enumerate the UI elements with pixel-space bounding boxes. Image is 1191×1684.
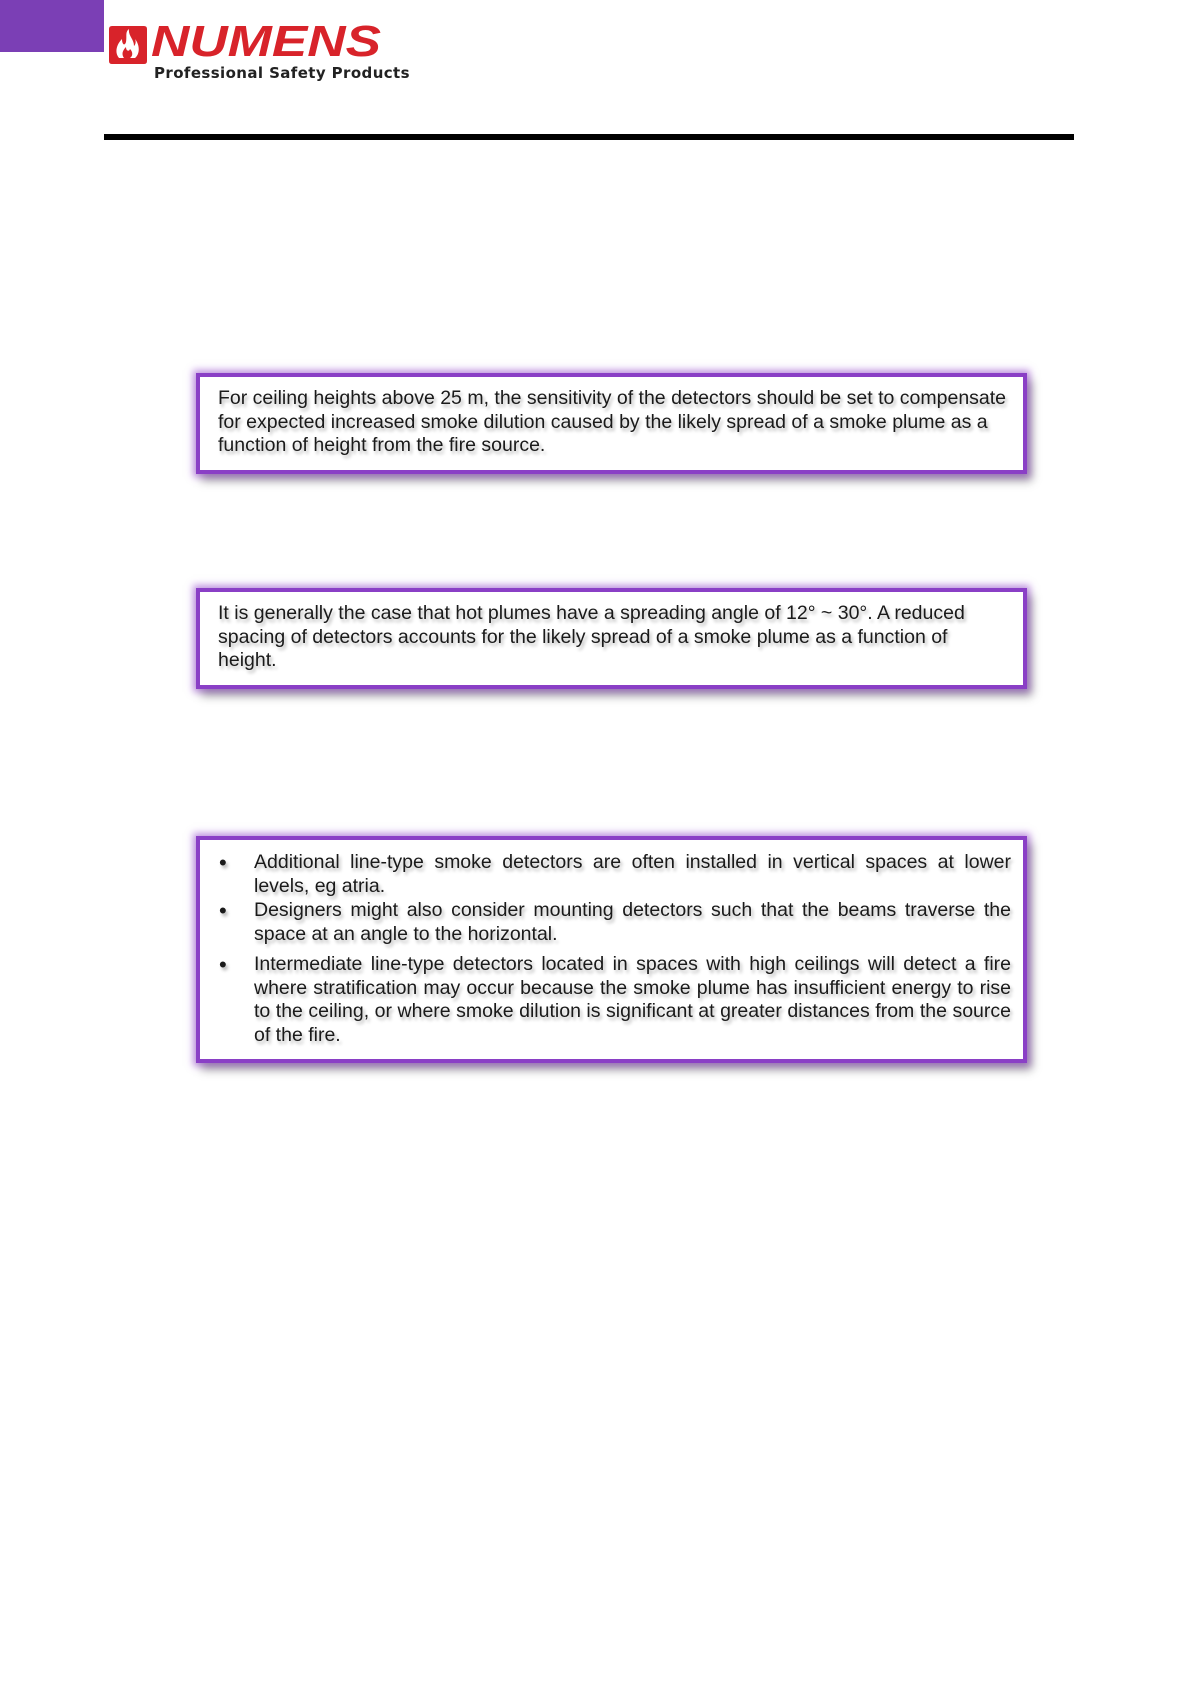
list-item: • Intermediate line-type detectors located in spaces with high ceilings will detect a fire where stratification may occur because the smoke plume has insufficient energy to rise to the ceiling, or where smoke dilution is significant at greater distances from the source of the fire. xyxy=(218,953,1011,1047)
corner-accent-tab xyxy=(0,0,104,52)
header-divider xyxy=(104,134,1074,140)
list-item: • Additional line-type smoke detectors are often installed in vertical spaces at lower levels, eg atria. xyxy=(218,851,1011,898)
brand-name: NUMENS xyxy=(151,20,381,64)
numens-logo xyxy=(107,20,410,88)
callout-box-ceiling-height xyxy=(196,373,1027,474)
list-item: • Designers might also consider mounting detectors such that the beams traverse the space at an angle to the horizontal. xyxy=(218,899,1011,946)
callout-text: For ceiling heights above 25 m, the sensitivity of the detectors should be set to compensate for expected increased smoke dilution caused by the likely spread of a smoke plume as a function of height from the fire source. xyxy=(218,387,1007,456)
callout-box-detector-notes xyxy=(196,836,1027,1063)
callout-text: It is generally the case that hot plumes have a spreading angle of 12° ~ 30°. A reduced spacing of detectors accounts for the likely spread of a smoke plume as a function of height. xyxy=(218,602,965,671)
brand-tagline: Professional Safety Products xyxy=(154,64,410,82)
flame-icon xyxy=(107,24,149,66)
callout-box-plume-angle xyxy=(196,588,1027,689)
bullet-list xyxy=(218,851,1011,1047)
brand-wordmark xyxy=(151,20,401,64)
